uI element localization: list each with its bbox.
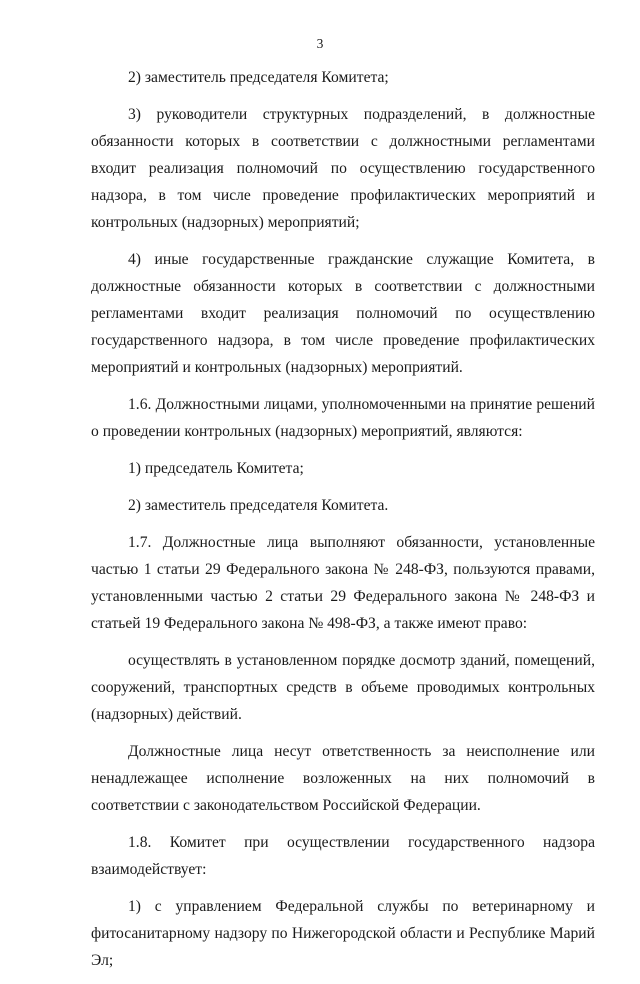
paragraph-deputy-chairman-2: 2) заместитель председателя Комитета. <box>128 497 389 514</box>
document-body <box>91 64 595 984</box>
paragraph-rosselkhoznadzor: 1) с управлением Федеральной службы по ветеринарному и фитосанитарному надзору по Нижегородской области и Республике Марий Эл; <box>91 898 595 969</box>
paragraph-civil-servants: 4) иные государственные гражданские служащие Комитета, в должностные обязанности которых в соответствии с должностными регламентами входит реализация полномочий по осуществлению государственного надзора, в том числе проведение профилактических мероприятий и контрольных (надзорных) мероприятий. <box>91 251 595 376</box>
paragraph-section-1-6: 1.6. Должностными лицами, уполномоченными на принятие решений о проведении контрольных (надзорных) мероприятий, являются: <box>91 396 595 440</box>
paragraph-chairman: 1) председатель Комитета; <box>128 460 304 477</box>
paragraph-inspection-right: осуществлять в установленном порядке досмотр зданий, помещений, сооружений, транспортных средств в объеме проводимых контрольных (надзорных) действий. <box>91 652 595 723</box>
paragraph-deputy-chairman: 2) заместитель председателя Комитета; <box>128 69 389 86</box>
paragraph-responsibility: Должностные лица несут ответственность за неисполнение или ненадлежащее исполнение возложенных на них полномочий в соответствии с законодательством Российской Федерации. <box>91 743 595 814</box>
paragraph-section-1-8: 1.8. Комитет при осуществлении государственного надзора взаимодействует: <box>91 834 595 878</box>
page-number: 3 <box>316 36 324 51</box>
paragraph-heads-of-divisions: 3) руководители структурных подразделений, в должностные обязанности которых в соответствии с должностными регламентами входит реализация полномочий по осуществлению государственного надзора, в том числе проведение профилактических мероприятий и контрольных (надзорных) мероприятий; <box>91 106 595 231</box>
paragraph-section-1-7: 1.7. Должностные лица выполняют обязанности, установленные частью 1 статьи 29 Федерального закона № 248-ФЗ, пользуются правами, установленными частью 2 статьи 29 Федерального закона № 248-ФЗ и статьей 19 Федерального закона № 498-ФЗ, а также имеют право: <box>91 534 595 632</box>
